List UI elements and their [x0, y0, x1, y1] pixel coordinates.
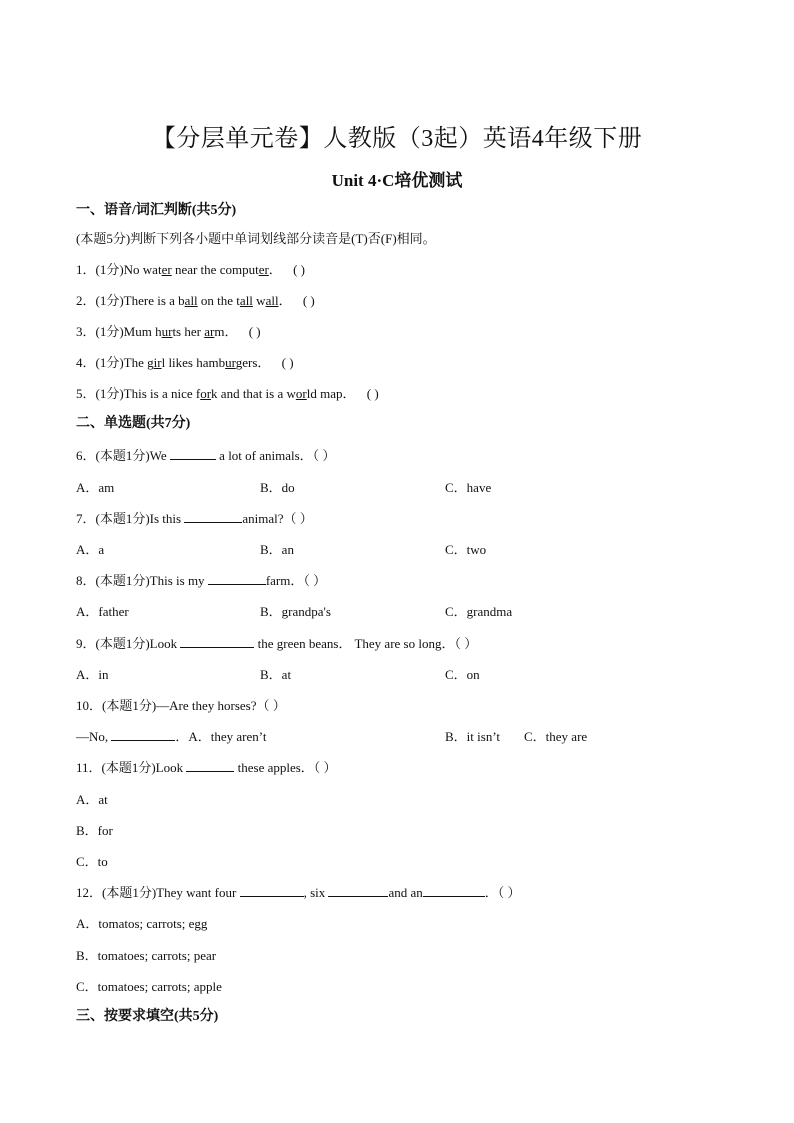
answer-blank[interactable]	[186, 759, 234, 772]
answer-blank[interactable]	[170, 447, 216, 460]
question-5: 5．(1分)This is a nice fork and that is a world map． ( )	[76, 386, 379, 401]
underlined-part: er	[258, 262, 269, 277]
underlined-part: or	[200, 386, 212, 401]
answer-blank[interactable]	[180, 635, 254, 648]
answer-blank[interactable]	[111, 728, 175, 741]
option-a[interactable]: A．a	[76, 542, 105, 557]
question-11: 11．(本题1分)Look these apples．（ ）	[76, 760, 337, 775]
answer-paren[interactable]: ( )	[366, 386, 379, 401]
option-b[interactable]: B．for	[76, 823, 113, 838]
section-2-heading: 二、单选题(共7分)	[76, 416, 191, 431]
question-10-reply: —No, ．A．they aren’t	[76, 729, 267, 744]
question-3: 3．(1分)Mum hurts her arm． ( )	[76, 324, 261, 339]
underlined-part: er	[161, 262, 172, 277]
question-4: 4．(1分)The girl likes hamburgers． ( )	[76, 355, 294, 370]
answer-paren[interactable]: ( )	[302, 293, 315, 308]
answer-paren[interactable]: ( )	[281, 355, 294, 370]
option-c[interactable]: C．have	[445, 480, 492, 495]
question-12: 12．(本题1分)They want four , six and an ．（ ）	[76, 885, 521, 900]
question-1: 1．(1分)No water near the computer． ( )	[76, 262, 305, 277]
option-c[interactable]: C．on	[445, 667, 480, 682]
page-title: 【分层单元卷】人教版（3起）英语4年级下册	[151, 126, 643, 152]
question-7: 7．(本题1分)Is this animal?（ ）	[76, 511, 313, 526]
option-a[interactable]: A．at	[76, 792, 108, 807]
question-10: 10．(本题1分)—Are they horses?（ ）	[76, 698, 286, 713]
option-b[interactable]: B．at	[260, 667, 292, 682]
underlined-part: all	[239, 293, 253, 308]
option-b[interactable]: B．tomatoes; carrots; pear	[76, 948, 217, 963]
answer-blank[interactable]	[423, 884, 485, 897]
question-2: 2．(1分)There is a ball on the tall wall． ( )	[76, 293, 315, 308]
option-c[interactable]: C．to	[76, 854, 108, 869]
underlined-part: all	[265, 293, 279, 308]
option-b[interactable]: B．an	[260, 542, 294, 557]
page-subtitle: Unit 4·C培优测试	[331, 171, 463, 190]
underlined-part: ar	[204, 324, 215, 339]
section-1-instruction: (本题5分)判断下列各小题中单词划线部分读音是(T)否(F)相同。	[76, 231, 436, 246]
option-a[interactable]: A．father	[76, 604, 129, 619]
section-3-heading: 三、按要求填空(共5分)	[76, 1009, 219, 1024]
answer-blank[interactable]	[208, 572, 266, 585]
answer-blank[interactable]	[240, 884, 304, 897]
question-6: 6．(本题1分)We a lot of animals．（ ）	[76, 448, 336, 463]
option-c[interactable]: C．tomatoes; carrots; apple	[76, 979, 222, 994]
answer-blank[interactable]	[328, 884, 388, 897]
answer-blank[interactable]	[184, 510, 242, 523]
underlined-part: all	[184, 293, 198, 308]
question-8: 8．(本题1分)This is my farm．（ ）	[76, 573, 327, 588]
answer-paren[interactable]: ( )	[293, 262, 305, 277]
option-b[interactable]: B．grandpa's	[260, 604, 331, 619]
underlined-part: ur	[225, 355, 236, 370]
option-b[interactable]: B．do	[260, 480, 295, 495]
underlined-part: ir	[153, 355, 162, 370]
section-1-heading: 一、语音/词汇判断(共5分)	[76, 203, 237, 218]
option-b[interactable]: B．it isn’t	[445, 729, 501, 744]
option-c[interactable]: C．they are	[524, 729, 588, 744]
option-c[interactable]: C．grandma	[445, 604, 513, 619]
option-a[interactable]: A．in	[76, 667, 109, 682]
underlined-part: ur	[161, 324, 173, 339]
underlined-part: or	[295, 386, 307, 401]
option-a[interactable]: A．tomatos; carrots; egg	[76, 916, 208, 931]
option-a[interactable]: A．am	[76, 480, 115, 495]
option-c[interactable]: C．two	[445, 542, 487, 557]
question-9: 9．(本题1分)Look the green beans． They are so long．（ ）	[76, 636, 478, 651]
answer-paren[interactable]: ( )	[248, 324, 261, 339]
